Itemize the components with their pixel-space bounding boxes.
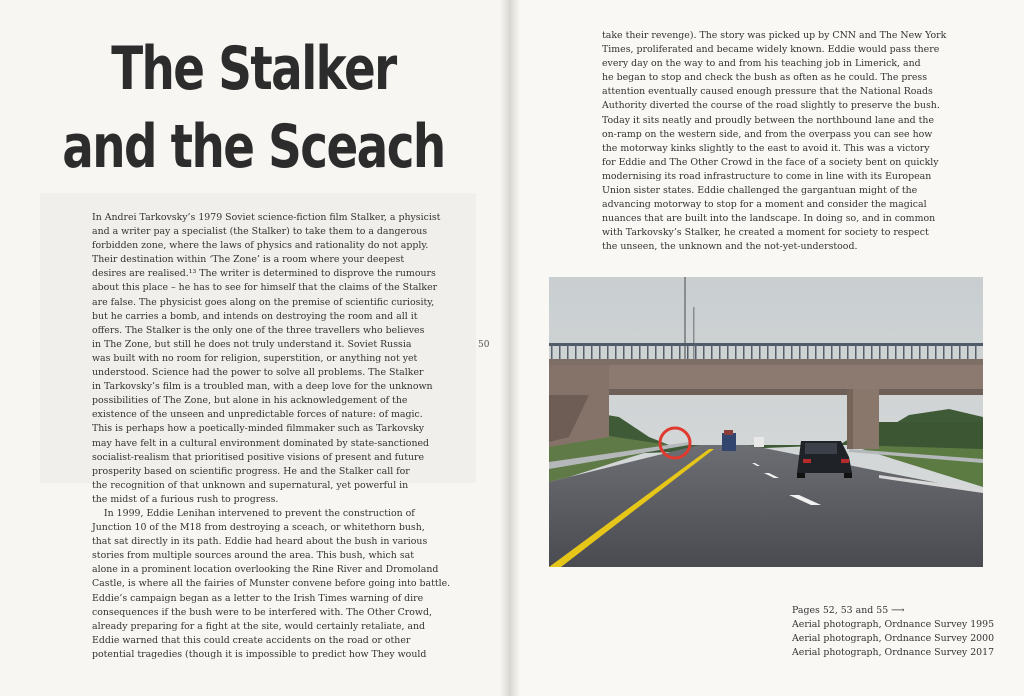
text-line: Times, proliferated and became widely known. Eddie would pass there	[602, 44, 940, 56]
text-line: and a writer pay a specialist (the Stalker) to take them to a dangerous	[92, 226, 428, 238]
railing-post	[831, 343, 833, 359]
railing-post	[839, 343, 841, 359]
railing-post	[695, 343, 697, 359]
text-line: Castle, is where all the fairies of Munster convene before going into battle.	[92, 578, 451, 590]
text-line: prosperity based on scientific progress. He and the Stalker call for	[92, 465, 410, 477]
railing-post	[863, 343, 865, 359]
railing-post	[575, 343, 577, 359]
railing-post	[951, 343, 953, 359]
railing-post	[943, 343, 945, 359]
railing-post	[967, 343, 969, 359]
text-line: In 1999, Eddie Lenihan intervened to prevent the construction of	[92, 507, 415, 519]
text-line: the unseen, the unknown and the not-yet-understood.	[602, 241, 858, 253]
railing-post	[855, 343, 857, 359]
railing-post	[815, 343, 817, 359]
railing-post	[591, 343, 593, 359]
text-line: was built with no room for religion, superstition, or anything not yet	[92, 352, 418, 364]
text-line: forbidden zone, where the laws of physics and rationality do not apply.	[92, 240, 429, 252]
railing-post	[903, 343, 905, 359]
text-line: potential tragedies (though it is impossible to predict how They would	[92, 648, 427, 660]
text-line: In Andrei Tarkovsky’s 1979 Soviet science-fiction film Stalker, a physicist	[92, 212, 441, 223]
title-line-1: The Stalker	[111, 34, 396, 104]
railing-post	[623, 343, 625, 359]
text-line: for Eddie and The Other Crowd in the face of a society bent on quickly	[602, 156, 939, 168]
railing-post	[975, 343, 977, 359]
railing-post	[751, 343, 753, 359]
railing-post	[599, 343, 601, 359]
railing-post	[615, 343, 617, 359]
railing-post	[783, 343, 785, 359]
railing-post	[735, 343, 737, 359]
text-line: in Tarkovsky’s film is a troubled man, with a deep love for the unknown	[92, 381, 433, 393]
railing-post	[647, 343, 649, 359]
text-line: may have felt in a cultural environment dominated by state-sanctioned	[92, 437, 430, 449]
text-line: alone in a prominent location overlooking the Rine River and Dromoland	[92, 564, 439, 576]
railing-post	[631, 343, 633, 359]
right-body-text	[602, 29, 946, 255]
railing-post	[871, 343, 873, 359]
book-gutter	[500, 0, 520, 696]
railing-post	[655, 343, 657, 359]
text-line: advancing motorway to stop for a moment and consider the magical	[602, 199, 927, 211]
railing-post	[959, 343, 961, 359]
text-line: This is perhaps how a poetically-minded filmmaker such as Tarkovsky	[92, 423, 425, 435]
railing-post	[879, 343, 881, 359]
caption-line: Aerial photograph, Ordnance Survey 2000	[792, 633, 995, 645]
railing-post	[743, 343, 745, 359]
text-line: about this place – he has to see for himself that the claims of the Stalker	[92, 282, 438, 294]
railing-post	[559, 343, 561, 359]
railing-post	[847, 343, 849, 359]
motorway-photograph	[549, 277, 983, 567]
railing-post	[911, 343, 913, 359]
railing-post	[679, 343, 681, 359]
text-line: the motorway kinks slightly to the east to avoid it. This was a victory	[602, 142, 930, 154]
railing-post	[935, 343, 937, 359]
text-line: Eddie warned that this could create accidents on the road or other	[92, 634, 411, 646]
text-line: understood. Science had the power to solve all problems. The Stalker	[92, 367, 424, 379]
text-line: possibilities of The Zone, but alone in his acknowledgement of the	[92, 395, 408, 407]
railing-post	[775, 343, 777, 359]
railing-post	[703, 343, 705, 359]
railing-post	[927, 343, 929, 359]
text-line: consequences if the bush were to be interfered with. The Other Crowd,	[92, 606, 432, 618]
railing-post	[919, 343, 921, 359]
text-line: Junction 10 of the M18 from destroying a sceach, or whitethorn bush,	[92, 522, 425, 534]
railing-post	[727, 343, 729, 359]
photo-graphic	[549, 277, 983, 567]
text-line: every day on the way to and from his teaching job in Limerick, and	[602, 58, 921, 70]
caption-pages-reference: Pages 52, 53 and 55 ⟶	[792, 605, 905, 616]
left-body-text	[92, 211, 450, 662]
railing-post	[895, 343, 897, 359]
text-line: that sat directly in its path. Eddie had heard about the bush in various	[92, 536, 428, 548]
text-line: take their revenge). The story was picked up by CNN and The New York	[602, 30, 947, 41]
railing-post	[759, 343, 761, 359]
railing-post	[887, 343, 889, 359]
railing-post	[567, 343, 569, 359]
railing-post	[823, 343, 825, 359]
railing-post	[671, 343, 673, 359]
text-line: Eddie’s campaign began as a letter to the Irish Times warning of dire	[92, 592, 424, 604]
text-line: he began to stop and check the bush as often as he could. The press	[602, 72, 928, 84]
figure-caption	[792, 604, 994, 660]
text-line: attention eventually caused enough pressure that the National Roads	[602, 86, 933, 98]
railing-post	[767, 343, 769, 359]
text-line: stories from multiple sources around the area. This bush, which sat	[92, 550, 414, 562]
text-line: the recognition of that unknown and supernatural, yet powerful in	[92, 479, 409, 491]
text-line: in The Zone, but still he does not truly understand it. Soviet Russia	[92, 338, 412, 350]
caption-line: Aerial photograph, Ordnance Survey 1995	[792, 619, 995, 631]
text-line: on-ramp on the western side, and from the overpass you can see how	[602, 128, 933, 140]
text-line: already preparing for a fight at the site, would certainly retaliate, and	[92, 620, 426, 632]
railing-post	[639, 343, 641, 359]
railing-post	[663, 343, 665, 359]
railing-post	[799, 343, 801, 359]
railing-post	[807, 343, 809, 359]
text-line: the midst of a furious rush to progress.	[92, 493, 279, 505]
text-line: socialist-realism that prioritised positive visions of present and future	[92, 451, 425, 463]
railing-post	[711, 343, 713, 359]
railing-post	[607, 343, 609, 359]
text-line: are false. The physicist goes along on the premise of scientific curiosity,	[92, 296, 435, 308]
railing-post	[791, 343, 793, 359]
railing-post	[687, 343, 689, 359]
railing-post	[583, 343, 585, 359]
railing-post	[719, 343, 721, 359]
text-line: with Tarkovsky’s Stalker, he created a moment for society to respect	[602, 227, 929, 239]
text-line: Authority diverted the course of the road slightly to preserve the bush.	[602, 100, 940, 112]
text-line: but he carries a bomb, and intends on destroying the room and all it	[92, 310, 418, 322]
text-line: Today it sits neatly and proudly between the northbound lane and the	[602, 114, 934, 126]
text-line: desires are realised.¹³ The writer is determined to disprove the rumours	[92, 268, 436, 280]
title-line-2: and the Sceach	[62, 112, 445, 182]
text-line: Their destination within ‘The Zone’ is a room where your deepest	[92, 254, 405, 266]
railing-post	[551, 343, 553, 359]
text-line: Union sister states. Eddie challenged the gargantuan might of the	[602, 185, 918, 197]
text-line: existence of the unseen and unpredictable forces of nature: of magic.	[92, 409, 423, 421]
page-number: 50	[478, 340, 490, 350]
caption-line: Aerial photograph, Ordnance Survey 2017	[792, 647, 995, 659]
text-line: modernising its road infrastructure to come in line with its European	[602, 170, 932, 182]
text-line: offers. The Stalker is the only one of the three travellers who believes	[92, 324, 425, 336]
chapter-title	[56, 30, 451, 186]
text-line: nuances that are built into the landscape. In doing so, and in common	[602, 213, 936, 225]
